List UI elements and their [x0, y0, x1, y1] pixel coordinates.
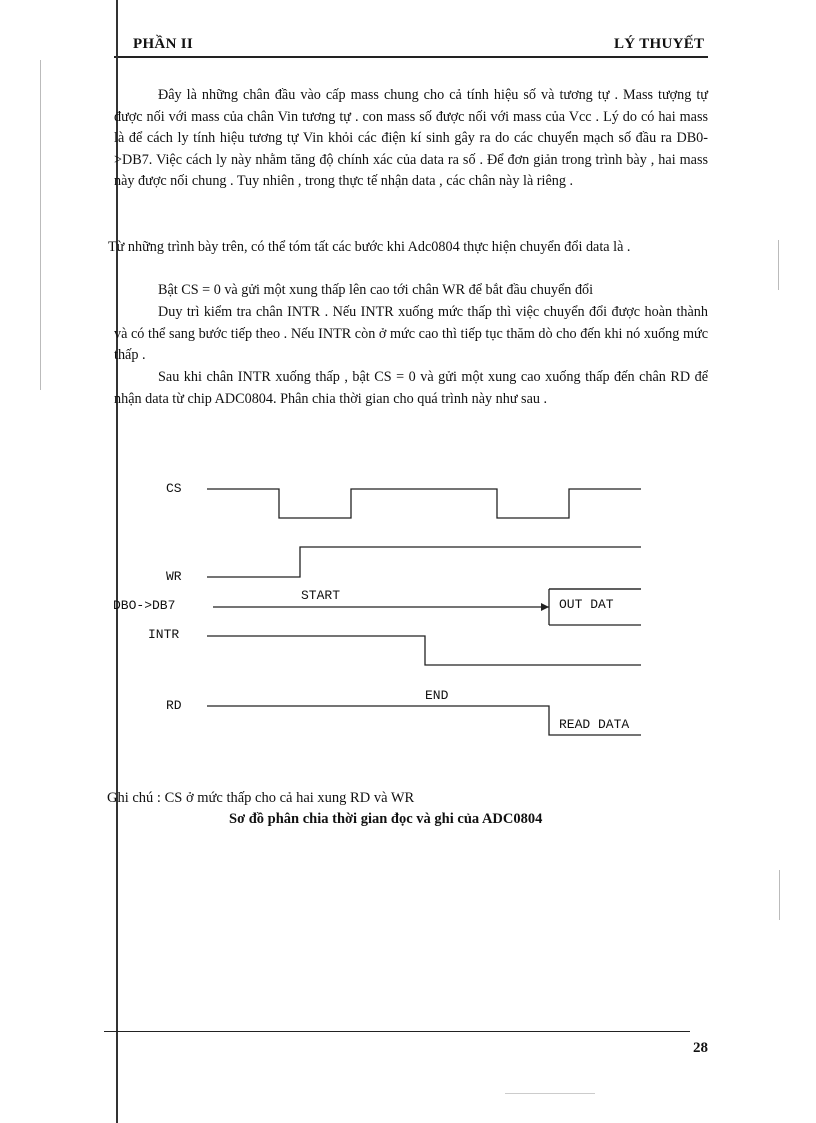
- paragraph-step-1: Bật CS = 0 và gửi một xung thấp lên cao tới chân WR để bắt đầu chuyển đổi: [158, 282, 594, 298]
- paragraph-step-2: Duy trì kiểm tra chân INTR . Nếu INTR xuống mức thấp thì việc chuyển đổi được hoàn thành và có thể sang bước tiếp theo . Nếu INTR còn ở mức cao thì tiếp tục thăm dò cho đến khi nó xuống mức thấp .: [114, 304, 708, 364]
- signal-label-rd: RD: [166, 698, 182, 713]
- footer-scan-mark: [505, 1093, 595, 1094]
- intr-waveform: [207, 636, 641, 665]
- paragraph-summary-intro: Từ những trình bày trên, có thể tóm tất các bước khi Adc0804 thực hiện chuyển đổi data là .: [108, 239, 631, 255]
- paragraph-step-3: Sau khi chân INTR xuống thấp , bật CS = 0 và gửi một xung cao xuống thấp đến chân RD để nhận data từ chip ADC0804. Phân chia thời gian cho quá trình này như sau .: [114, 369, 708, 407]
- cs-waveform: [207, 489, 641, 518]
- annotation-start: START: [301, 588, 341, 603]
- annotation-out-data: OUT DAT: [559, 597, 614, 612]
- footer-rule: [104, 1031, 690, 1032]
- header-section-title: PHẦN II: [133, 36, 194, 52]
- signal-label-intr: INTR: [148, 627, 180, 642]
- wr-waveform: [207, 547, 641, 577]
- annotation-end: END: [425, 688, 449, 703]
- signal-label-db: DBO->DB7: [113, 598, 176, 613]
- signal-label-cs: CS: [166, 481, 182, 496]
- paragraph-ground-pins: Đây là những chân đầu vào cấp mass chung cho cả tính hiệu số và tương tự . Mass tượng tự được nối với mass của chân Vin tương tự . con mass số được nối với mass của Vcc . Lý do có hai mass là để cách ly tính hiệu tương tự Vin khỏi các điện kí sinh gây ra do các chuyển mạch số đầu ra DB0->DB7. Việc cách ly này nhằm tăng độ chính xác của data ra số . Để đơn giản trong trình bày , hai mass này được nối chung . Tuy nhiên , trong thực tế nhận data , các chân này là riêng .: [114, 87, 708, 190]
- diagram-note: Ghi chú : CS ở mức thấp cho cả hai xung RD và WR: [107, 790, 415, 806]
- diagram-caption: Sơ đồ phân chia thời gian đọc và ghi của ADC0804: [229, 811, 543, 827]
- header-chapter-title: LÝ THUYẾT: [614, 36, 705, 52]
- db-arrowhead: [541, 603, 549, 611]
- page-number: 28: [693, 1040, 708, 1056]
- annotation-read-data: READ DATA: [559, 717, 630, 732]
- signal-label-wr: WR: [166, 569, 182, 584]
